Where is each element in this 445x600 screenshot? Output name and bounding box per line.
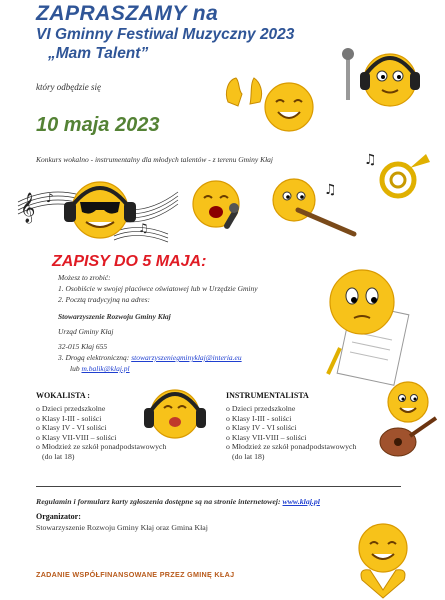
list-item: o Klasy IV - VI soliści [226, 423, 356, 433]
cofinancing-footer: ZADANIE WSPÓŁFINANSOWANE PRZEZ GMINĘ KŁAJ [36, 570, 235, 579]
list-item: o Klasy I-III - soliści [36, 414, 166, 424]
singing-emoji-icon [190, 178, 246, 234]
signup-intro: Możesz to zrobić: [58, 273, 111, 282]
signup-option-email-label: 3. Drogą elektroniczną: [58, 353, 132, 362]
signup-option-in-person: 1. Osobiście w swojej placówce oświatowej lub w Urzędzie Gminy [58, 284, 258, 293]
svg-text:♫: ♫ [138, 221, 149, 235]
guitar-emoji-icon [372, 380, 440, 466]
title-festival: VI Gminny Festiwal Muzyczny 2023 [36, 26, 295, 43]
address-postal: 32-015 Kłaj 655 [58, 342, 108, 351]
list-item: o Klasy VII-VIII – soliści [226, 433, 356, 443]
smiling-emoji-icon [262, 80, 316, 134]
french-horn-icon [362, 146, 432, 206]
flute-emoji-icon [268, 176, 358, 236]
list-item: o Dzieci przedszkolne [226, 404, 356, 414]
writing-emoji-icon [318, 262, 408, 382]
organizer-text: Stowarzyszenie Rozwoju Gminy Kłaj oraz Gmina Kłaj [36, 523, 208, 532]
waving-hands-emoji-icon [220, 72, 268, 112]
signup-option-post: 2. Pocztą tradycyjną na adres: [58, 295, 150, 304]
svg-text:♫: ♫ [324, 182, 337, 198]
svg-text:𝄞: 𝄞 [20, 193, 36, 223]
signup-option-email-alt [70, 364, 130, 373]
list-item: o Młodzież ze szkół ponadpodstawowych [226, 442, 356, 452]
list-item: o Klasy IV - VI soliści [36, 423, 166, 433]
headphones-microphone-emoji-icon [340, 42, 420, 112]
address-office: Urząd Gminy Kłaj [58, 327, 114, 336]
list-item: o Dzieci przedszkolne [36, 404, 166, 414]
intro-text: który odbędzie się [36, 82, 101, 92]
signup-option-email [58, 353, 242, 362]
list-item: o Klasy VII-VIII – soliści [36, 433, 166, 443]
contest-description: Konkurs wokalno - instrumentalny dla młodych talentów - z terenu Gminy Kłaj [36, 155, 273, 164]
instrumentalists-age-note: (do lat 18) [232, 452, 265, 461]
heart-hands-emoji-icon [348, 520, 418, 600]
event-date: 10 maja 2023 [36, 114, 160, 136]
or-label: lub [70, 364, 82, 373]
svg-text:♫: ♫ [364, 152, 377, 168]
list-item: o Klasy I-III - soliści [226, 414, 356, 424]
organizer-label: Organizator: [36, 512, 81, 521]
sunglasses-headphones-emoji-icon [60, 172, 140, 242]
title-invite: ZAPRASZAMY na [36, 2, 219, 25]
svg-text:♪: ♪ [46, 191, 54, 205]
instrumentalists-list [226, 404, 356, 452]
vocalists-heading: WOKALISTA : [36, 391, 90, 400]
singing-headphones-emoji-icon [140, 376, 210, 446]
divider [36, 486, 401, 487]
title-talent: „Mam Talent” [48, 45, 149, 62]
email-link-primary[interactable]: stowarzyszeniegminyklaj@interia.eu [131, 353, 242, 362]
list-item: o Młodzież ze szkół ponadpodstawowych [36, 442, 166, 452]
instrumentalists-heading: INSTRUMENTALISTA [226, 391, 309, 400]
website-link[interactable]: www.klaj.pl [282, 497, 320, 506]
rules-text: Regulamin i formularz karty zgłoszenia dostępne są na stronie internetowej: [36, 497, 283, 506]
signup-heading: ZAPISY DO 5 MAJA: [52, 253, 207, 270]
vocalists-age-note: (do lat 18) [42, 452, 75, 461]
rules-info [36, 497, 320, 506]
address-organization: Stowarzyszenie Rozwoju Gminy Kłaj [58, 312, 171, 321]
email-link-secondary[interactable]: m.balik@klaj.pl [81, 364, 130, 373]
